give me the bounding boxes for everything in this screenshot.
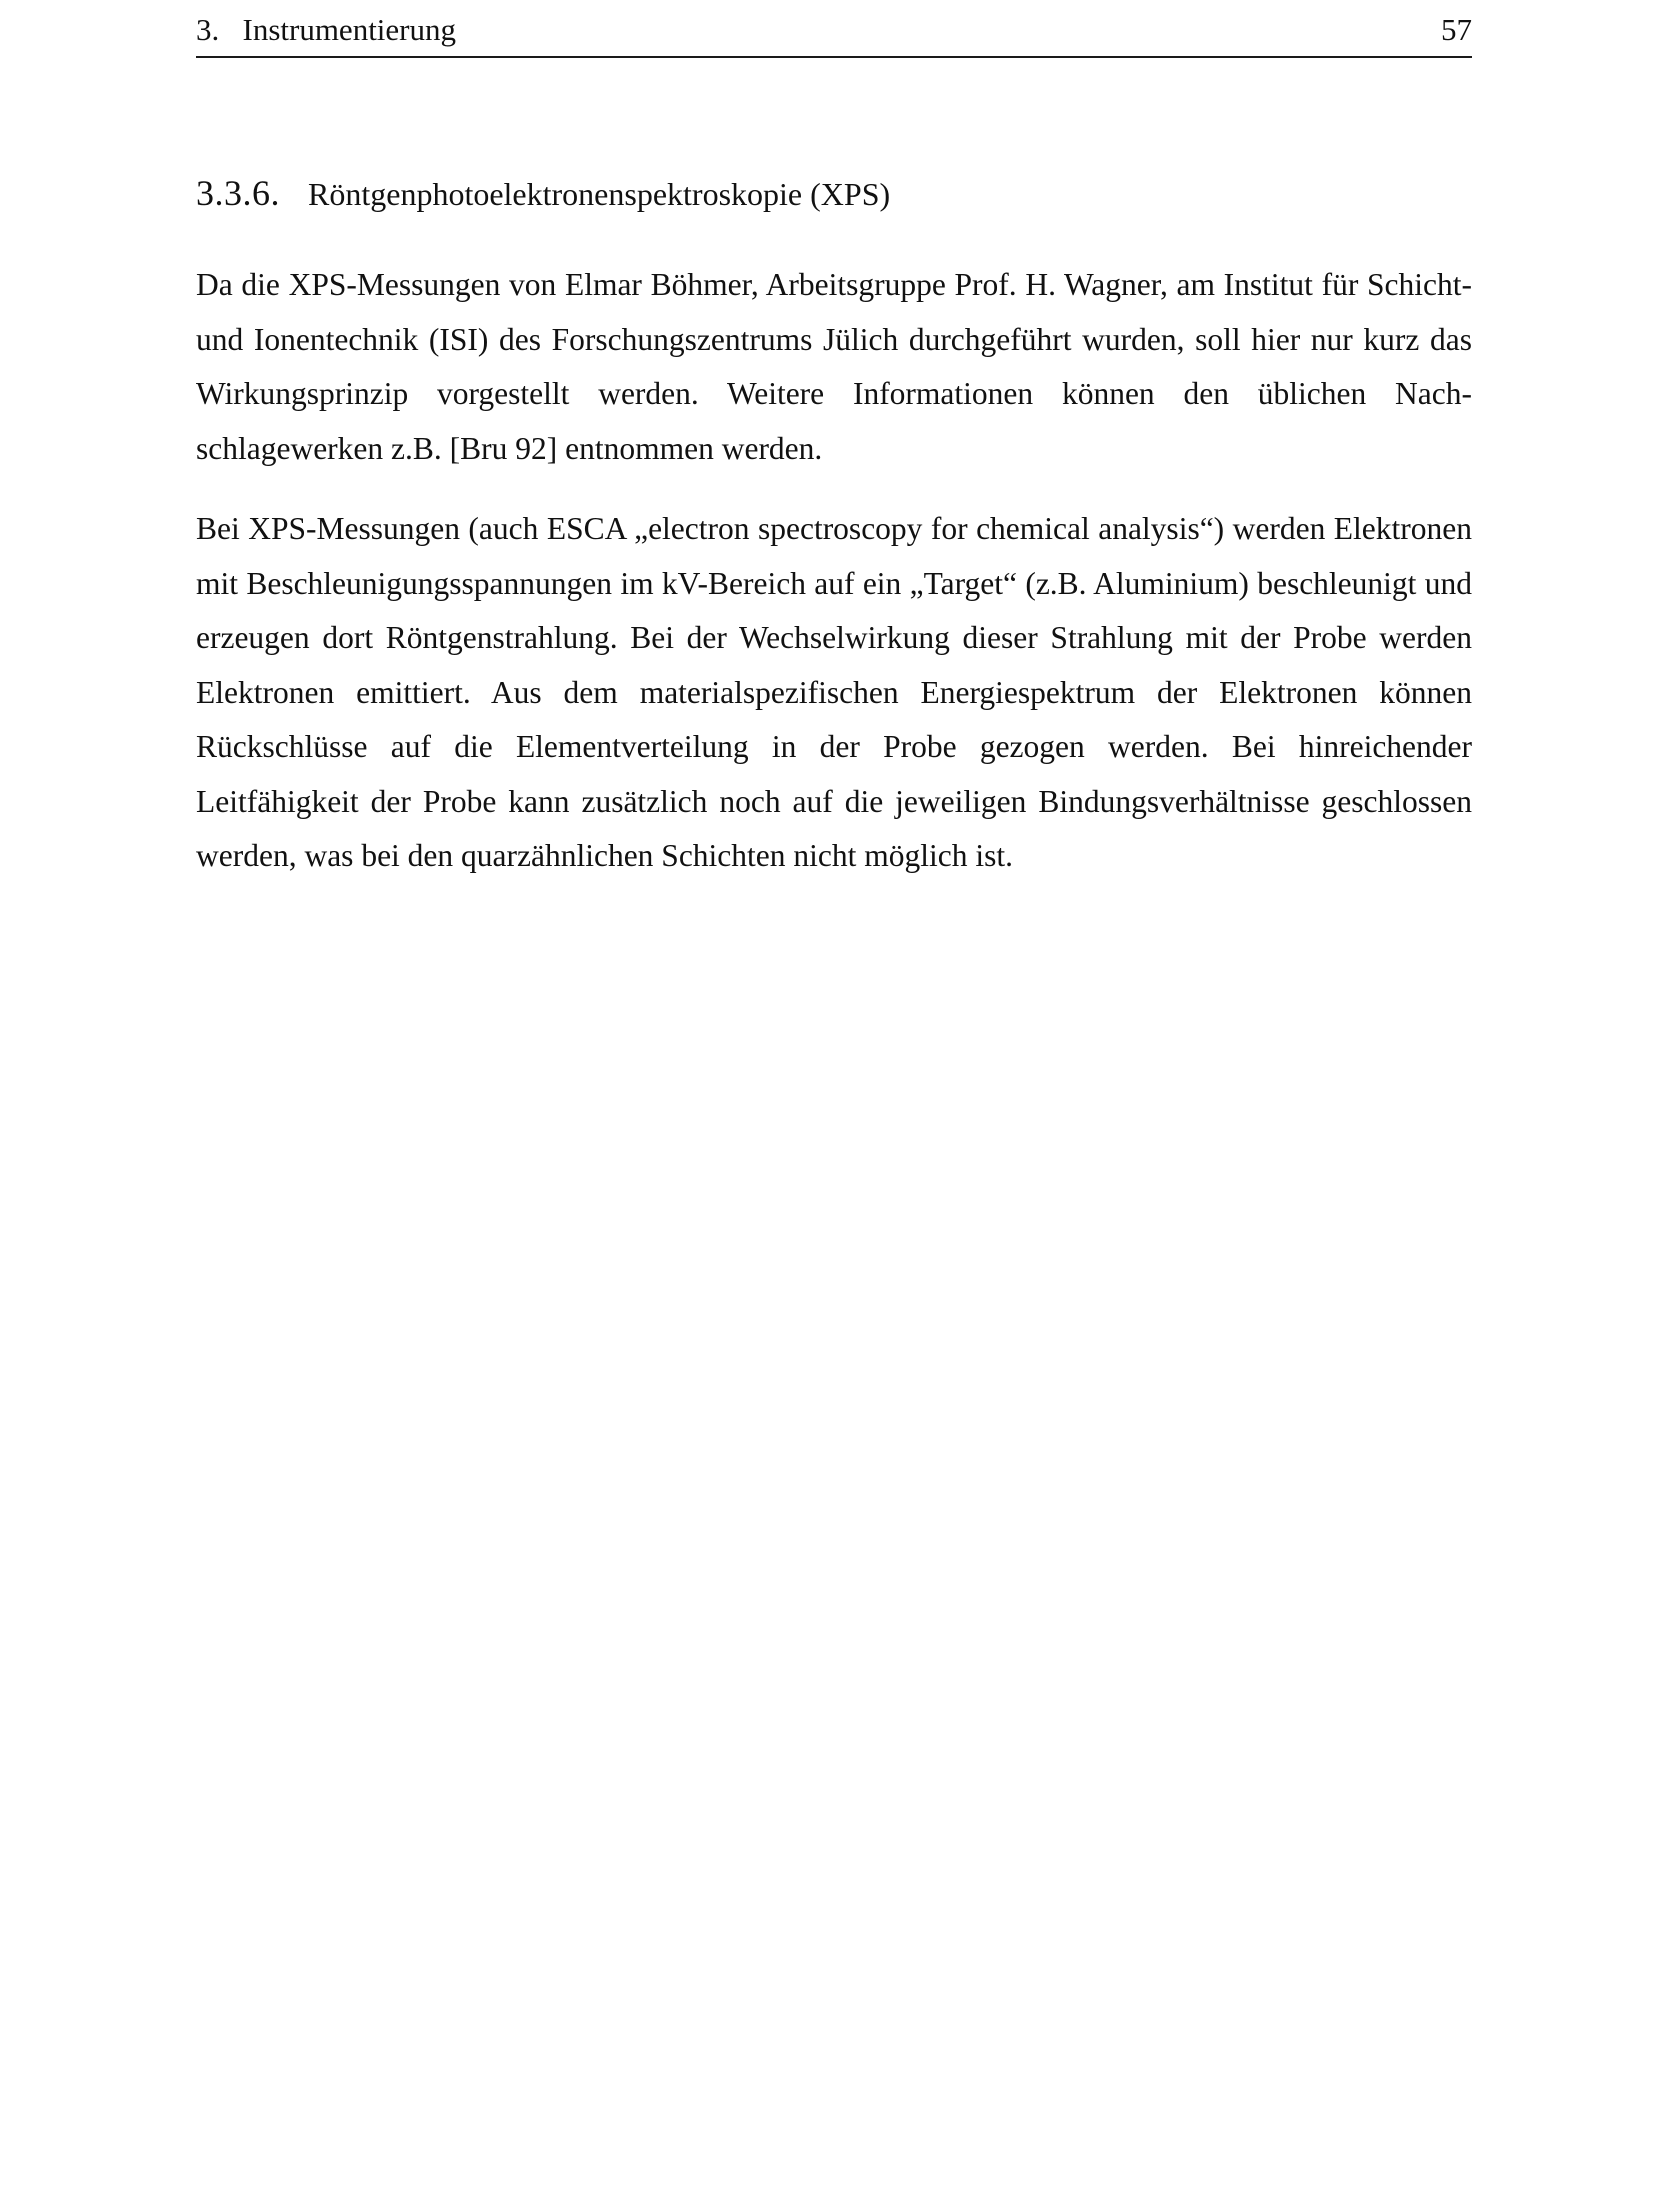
section-title: Röntgenphotoelektronenspektroskopie (XPS) — [308, 176, 891, 212]
body-text — [196, 258, 1472, 910]
header-chapter-title: 3. Instrumentierung — [196, 12, 457, 47]
paragraph-intro: Da die XPS-Messungen von Elmar Böhmer, Arbeitsgruppe Prof. H. Wagner, am Institut für Schicht- und Ionentechnik (ISI) des Forschungszentrums Jülich durchgeführt wurden, soll hier nur kurz das Wirkungsprinzip vorgestellt werden. Weitere Informationen können den üblichen Nachschlagewerken z.B. [Bru 92] entnommen werden. — [196, 267, 1472, 466]
paragraph-principle: Bei XPS-Messungen (auch ESCA „electron spectroscopy for chemical analysis“) werden Elektronen mit Beschleunigungsspannungen im kV-Bereich auf ein „Target“ (z.B. Aluminium) beschleunigt und erzeugen dort Röntgenstrahlung. Bei der Wechselwirkung dieser Strahlung mit der Probe werden Elektronen emittiert. Aus dem materialspezifischen Energiespektrum der Elektronen können Rückschlüsse auf die Elementverteilung in der Probe gezogen werden. Bei hinreichender Leitfähigkeit der Probe kann zusätzlich noch auf die jeweiligen Bindungsverhältnisse geschlossen werden, was bei den quarzähnlichen Schichten nicht möglich ist. — [196, 511, 1472, 873]
section-heading — [196, 168, 1472, 226]
page-number: 57 — [1441, 12, 1472, 47]
running-header — [196, 6, 1472, 58]
section-number: 3.3.6. — [196, 173, 280, 213]
